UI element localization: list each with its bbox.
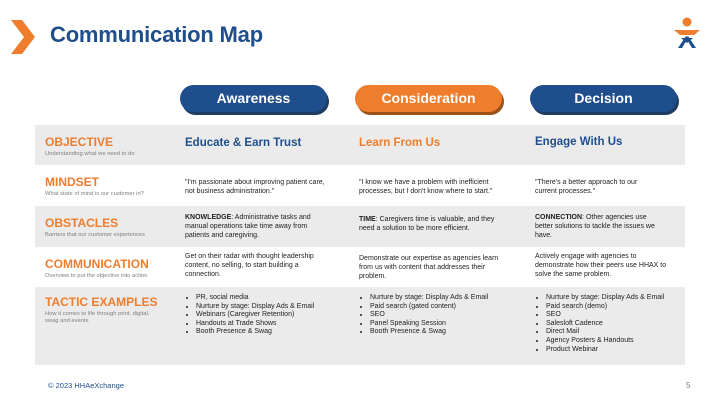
obstacles-awareness xyxy=(185,213,325,240)
row-mindset-label xyxy=(45,175,144,198)
row-communication-label xyxy=(45,257,149,280)
obstacles-consideration-keyword: TIME xyxy=(359,216,376,223)
orange-chevron-icon xyxy=(11,20,35,54)
objective-consideration: Learn From Us xyxy=(359,137,441,149)
list-item: • Panel Speaking Session xyxy=(370,320,530,329)
row-mindset-title: MINDSET xyxy=(45,175,99,189)
row-mindset-subtitle: What state of mind is our customer in? xyxy=(45,191,144,197)
objective-awareness: Educate & Earn Trust xyxy=(185,137,302,149)
communication-awareness: Get on their radar with thought leadership content, no selling, to start building a connection. xyxy=(185,253,314,278)
hhaexchange-logo xyxy=(670,16,704,50)
communication-decision: Actively engage with agencies to demonstrate how their peers use HHAX to solve the same problem. xyxy=(535,253,667,278)
stage-awareness-pill: Awareness xyxy=(180,85,327,112)
obstacles-decision-text: : Other agencies use better solutions to tackle the issues we have. xyxy=(535,214,655,239)
list-item: • Direct Mail xyxy=(546,328,696,337)
list-item: • SEO xyxy=(546,311,696,320)
tactics-decision-list xyxy=(535,294,696,354)
row-tactics xyxy=(35,287,685,365)
mindset-consideration: "I know we have a problem with inefficient processes, but I don't know where to start." xyxy=(359,179,493,195)
row-objective xyxy=(35,125,685,165)
list-item: • Nurture by stage: Display Ads & Email xyxy=(546,294,696,303)
stage-consideration-pill: Consideration xyxy=(355,85,502,112)
obstacles-decision-keyword: CONNECTION xyxy=(535,214,583,221)
list-item: • Handouts at Trade Shows xyxy=(196,320,356,329)
row-tactics-subtitle: How it comes to life through print, digital, swag and events xyxy=(45,311,150,324)
communication-map-table xyxy=(35,125,685,365)
list-item: • Agency Posters & Handouts xyxy=(546,337,696,346)
stage-decision-pill: Decision xyxy=(530,85,677,112)
row-communication xyxy=(35,247,685,287)
list-item: • SEO xyxy=(370,311,530,320)
page-title: Communication Map xyxy=(50,22,263,47)
list-item: • Nurture by stage: Display Ads & Email xyxy=(370,294,530,303)
list-item: • Nurture by stage: Display Ads & Email xyxy=(196,303,356,312)
obstacles-consideration xyxy=(359,215,504,233)
copyright-text: © 2023 HHAeXchange xyxy=(48,381,124,390)
obstacles-awareness-keyword: KNOWLEDGE xyxy=(185,214,232,221)
tactics-awareness-list xyxy=(185,294,356,337)
obstacles-decision xyxy=(535,213,660,240)
list-item: • Booth Presence & Swag xyxy=(196,328,356,337)
communication-consideration: Demonstrate our expertise as agencies learn from us with content that addresses their problem. xyxy=(359,255,499,280)
list-item: • PR, social media xyxy=(196,294,356,303)
obstacles-consideration-text: : Caregivers time is valuable, and they need a solution to be more efficient. xyxy=(359,216,495,232)
row-communication-title: COMMUNICATION xyxy=(45,257,149,271)
list-item: • Paid search (demo) xyxy=(546,303,696,312)
row-objective-label xyxy=(45,135,135,158)
objective-decision: Engage With Us xyxy=(535,136,623,148)
list-item: • Paid search (gated content) xyxy=(370,303,530,312)
mindset-awareness: "I'm passionate about improving patient care, not business administration." xyxy=(185,179,325,195)
mindset-decision: "There's a better approach to our current processes." xyxy=(535,179,638,195)
list-item: • Webinars (Caregiver Retention) xyxy=(196,311,356,320)
row-tactics-label xyxy=(45,295,157,325)
obstacles-awareness-text: : Administrative tasks and manual operations take time away from patients and caregiving. xyxy=(185,214,311,239)
list-item: • Product Webinar xyxy=(546,346,696,355)
list-item: • Booth Presence & Swag xyxy=(370,328,530,337)
list-item: • Salesloft Cadence xyxy=(546,320,696,329)
row-objective-subtitle: Understanding what we need to do xyxy=(45,151,135,157)
row-obstacles-label xyxy=(45,216,145,239)
row-mindset xyxy=(35,165,685,206)
row-obstacles-title: OBSTACLES xyxy=(45,216,119,230)
row-tactics-title: TACTIC EXAMPLES xyxy=(45,295,158,309)
tactics-consideration-list xyxy=(359,294,530,337)
row-communication-subtitle: Overview to put the objective into action xyxy=(45,273,148,279)
row-obstacles-subtitle: Barriers that our customer experiences xyxy=(45,232,145,238)
row-objective-title: OBJECTIVE xyxy=(45,135,114,149)
row-obstacles xyxy=(35,206,685,247)
page-number: 5 xyxy=(686,381,691,390)
